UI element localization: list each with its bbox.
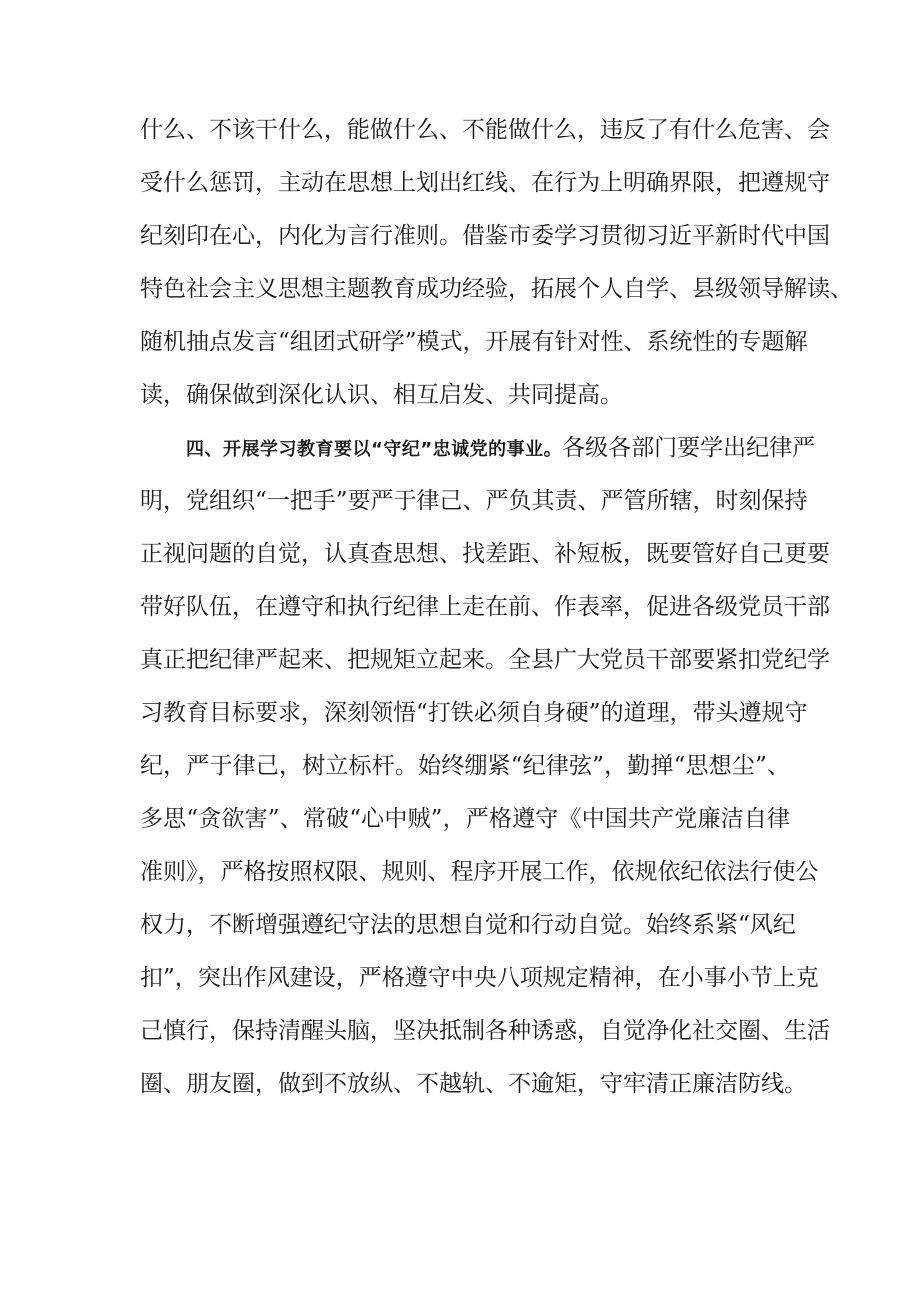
text-line: 带好队伍，在遵守和执行纪律上走在前、作表率，促进各级党员干部 — [140, 594, 830, 620]
text-line: 随机抽点发言“组团式研学”模式，开展有针对性、系统性的专题解 — [140, 329, 808, 355]
heading-line-text: 各级各部门要学出纪律严 — [562, 435, 816, 461]
text-line: 习教育目标要求，深刻领悟“打铁必须自身硬”的道理，带头遵规守 — [140, 700, 808, 726]
text-line: 权力，不断增强遵纪守法的思想自觉和行动自觉。始终系紧“风纪 — [140, 912, 796, 938]
text-line: 扣”，突出作风建设，严格遵守中央八项规定精神，在小事小节上克 — [140, 965, 819, 991]
text-line: 多思“贪欲害”、常破“心中贼”，严格遵守《中国共产党廉洁自律 — [140, 806, 790, 832]
text-line: 受什么惩罚，主动在思想上划出红线、在行为上明确界限，把遵规守 — [140, 170, 830, 196]
text-line: 特色社会主义思想主题教育成功经验，拓展个人自学、县级领导解读、 — [140, 276, 853, 302]
text-line: 正视问题的自觉，认真查思想、找差距、补短板，既要管好自己更要 — [140, 541, 830, 567]
text-line: 什么、不该干什么，能做什么、不能做什么，违反了有什么危害、会 — [140, 117, 830, 143]
text-line: 明，党组织“一把手”要严于律己、严负其责、严管所辖，时刻保持 — [140, 488, 808, 514]
text-line: 纪，严于律己，树立标杆。始终绷紧“纪律弦”，勤掸“思想尘”、 — [140, 753, 790, 779]
text-line: 真正把纪律严起来、把规矩立起来。全县广大党员干部要紧扣党纪学 — [140, 647, 830, 673]
text-line: 读，确保做到深化认识、相互启发、共同提高。 — [140, 382, 623, 408]
section-heading: 四、开展学习教育要以“守纪”忠诚党的事业。 — [186, 439, 563, 460]
text-line: 圈、朋友圈，做到不放纵、不越轨、不逾矩，守牢清正廉洁防线。 — [140, 1071, 807, 1097]
paragraph-first-line — [186, 428, 816, 468]
text-line: 纪刻印在心，内化为言行准则。借鉴市委学习贯彻习近平新时代中国 — [140, 223, 830, 249]
text-line: 准则》，严格按照权限、规则、程序开展工作，依规依纪依法行使公 — [140, 859, 819, 885]
text-line: 己慎行，保持清醒头脑，坚决抵制各种诱惑，自觉净化社交圈、生活 — [140, 1018, 830, 1044]
